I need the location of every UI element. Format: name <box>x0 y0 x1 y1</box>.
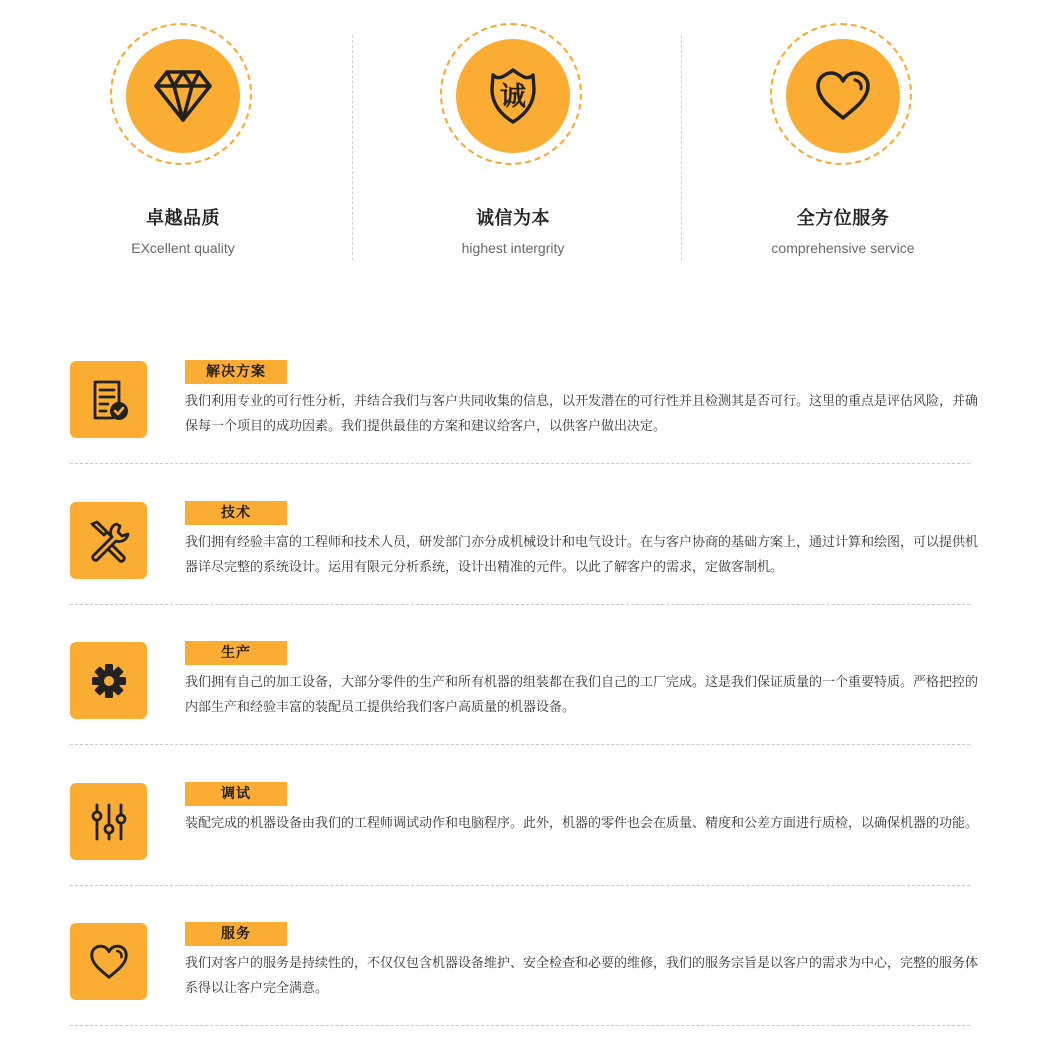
service-description: 我们拥有自己的加工设备，大部分零件的生产和所有机器的组装都在我们自己的工厂完成。这是我们保证质量的一个重要特质。严格把控的内部生产和经验丰富的装配员工提供给我们客户高质量的机器设备。 <box>185 675 979 715</box>
feature-title: 全方位服务 <box>796 208 890 229</box>
integrity-badge-icon <box>488 67 538 125</box>
service-description: 我们对客户的服务是持续性的，不仅仅包含机器设备维护、安全检查和必要的维修，我们的服务宗旨是以客户的需求为中心，完整的服务体系得以让客户完全满意。 <box>185 956 979 996</box>
feature-integrity <box>350 0 680 262</box>
dashed-divider <box>70 604 970 605</box>
feature-subtitle: comprehensive service <box>771 240 915 256</box>
tools-icon <box>86 518 132 564</box>
feature-title: 卓越品质 <box>146 208 220 229</box>
dashed-divider <box>70 885 970 886</box>
service-item-technology <box>0 501 1050 642</box>
service-item-service <box>0 922 1050 1063</box>
feature-divider <box>681 35 682 260</box>
dashed-divider <box>70 463 970 464</box>
badge-char: 诚 <box>499 82 527 112</box>
sliders-icon <box>89 802 129 842</box>
heart-icon <box>89 944 129 980</box>
service-tag: 服务 <box>185 922 287 946</box>
service-tag: 技术 <box>185 501 287 525</box>
diamond-icon <box>153 68 213 124</box>
service-description: 我们利用专业的可行性分析，并结合我们与客户共同收集的信息，以开发潜在的可行性并且检测其是否可行。这里的重点是评估风险，并确保每一个项目的成功因素。我们提供最佳的方案和建议给客户，以供客户做出决定。 <box>185 394 979 434</box>
service-description: 我们拥有经验丰富的工程师和技术人员，研发部门亦分成机械设计和电气设计。在与客户协商的基础方案上，通过计算和绘图，可以提供机器详尽完整的系统设计。运用有限元分析系统，设计出精准的元件。以此了解客户的需求，定做客制机。 <box>185 535 979 575</box>
feature-divider <box>352 35 353 260</box>
feature-subtitle: EXcellent quality <box>131 240 235 256</box>
dashed-divider <box>70 744 970 745</box>
document-check-icon <box>87 378 131 422</box>
service-tag: 生产 <box>185 641 287 665</box>
heart-icon <box>814 70 872 122</box>
service-icon-box <box>70 361 147 438</box>
feature-icon-circle <box>456 39 570 153</box>
service-description: 装配完成的机器设备由我们的工程师调试动作和电脑程序。此外，机器的零件也会在质量、精度和公差方面进行质检，以确保机器的功能。 <box>185 816 979 831</box>
service-item-production <box>0 641 1050 782</box>
features-section <box>20 0 1010 262</box>
service-icon-box <box>70 642 147 719</box>
feature-icon-circle <box>126 39 240 153</box>
service-tag: 解决方案 <box>185 360 287 384</box>
feature-service <box>680 0 1010 262</box>
dashed-divider <box>70 1025 970 1026</box>
feature-title: 诚信为本 <box>476 208 550 229</box>
service-tag: 调试 <box>185 782 287 806</box>
gear-icon <box>91 663 127 699</box>
service-item-solution <box>0 360 1050 501</box>
service-item-debugging <box>0 782 1050 923</box>
feature-quality <box>20 0 350 262</box>
service-icon-box <box>70 923 147 1000</box>
feature-subtitle: highest intergrity <box>461 240 565 256</box>
service-icon-box <box>70 783 147 860</box>
service-icon-box <box>70 502 147 579</box>
feature-icon-circle <box>786 39 900 153</box>
